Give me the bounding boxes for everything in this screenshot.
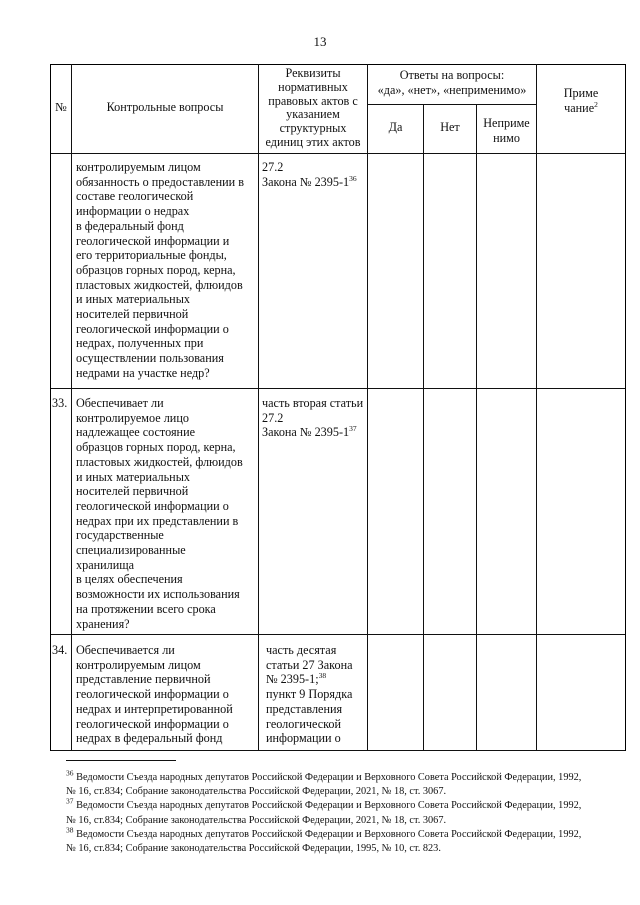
footnote	[66, 796, 614, 827]
table-top-border	[50, 64, 626, 65]
row-requisites	[266, 643, 366, 746]
header-not-applicable: Неприме нимо	[483, 116, 530, 145]
header-answers: Ответы на вопросы: «да», «нет», «неприменимо»	[377, 68, 527, 97]
row-question: Обеспечивает ли контролируемое лицо надлежащее состояние образцов горных пород, керна, пластовых жидкостей, флюидов и иных материальных носителей первичной геологической информации о недрах при их представлении в государственные специализированные хранилища в целях обеспечения возможности их использования на протяжении всего срока хранения?	[76, 396, 243, 631]
answers-divider	[367, 104, 536, 105]
header-bottom-border	[50, 153, 626, 154]
header-requisites: Реквизиты нормативных правовых актов с указанием структурных единиц этих актов	[265, 66, 361, 149]
row-number: 33.	[52, 396, 68, 410]
col-divider-yes	[423, 104, 424, 751]
row-divider	[50, 388, 626, 389]
col-divider-answers	[536, 64, 537, 751]
footnotes	[66, 768, 614, 856]
footnote-text: Ведомости Съезда народных депутатов Российской Федерации и Верховного Совета Российской Федерации, 1992, № 16, ст.834; Собрание законодательства Российской Федерации, 1995, № 10, ст. 823.	[66, 828, 582, 855]
footnote-separator	[66, 760, 176, 761]
row-requisites	[262, 160, 366, 189]
footnote-ref: 37	[349, 424, 357, 434]
col-divider-question	[258, 64, 259, 751]
header-question: Контрольные вопросы	[106, 100, 224, 114]
row-divider	[50, 634, 626, 635]
table-left-border	[50, 64, 51, 751]
header-note-label: Приме чание	[563, 86, 599, 115]
header-no: Нет	[440, 120, 460, 134]
header-number: №	[55, 100, 67, 114]
footnote	[66, 768, 614, 799]
requisites-text: 27.2 Закона № 2395-1	[262, 160, 350, 189]
requisites-text: часть вторая статьи 27.2 Закона № 2395-1	[262, 396, 364, 440]
footnote-text: Ведомости Съезда народных депутатов Российской Федерации и Верховного Совета Российской Федерации, 1992, № 16, ст.834; Собрание законодательства Российской Федерации, 2021, № 18, ст. 3067.	[66, 800, 582, 826]
page-number: 13	[313, 34, 327, 49]
header-note-sup: 2	[594, 99, 598, 109]
row-question: Обеспечивается ли контролируемым лицом представление первичной геологической информации о недрах и интерпретированной геологической информации о недрах в федеральный фонд	[76, 643, 233, 746]
table-right-border	[625, 64, 626, 751]
row-number: 34.	[52, 643, 68, 657]
footnote-text: Ведомости Съезда народных депутатов Российской Федерации и Верховного Совета Российской Федерации, 1992, № 16, ст.834; Собрание законодательства Российской Федерации, 2021, № 18, ст. 3067.	[66, 772, 582, 798]
requisites-text-continued: пункт 9 Порядка представления геологической информации о	[266, 687, 353, 746]
footnote-number: 36	[66, 768, 74, 778]
header-yes: Да	[388, 120, 403, 134]
footnote	[66, 825, 614, 856]
requisites-text: часть десятая статьи 27 Закона № 2395-1;	[266, 643, 353, 687]
table-bottom-border	[50, 750, 626, 751]
footnote-ref: 36	[349, 173, 357, 183]
row-question: контролируемым лицом обязанность о предоставлении в составе геологической информации о недрах в федеральный фонд геологической информации и его территориальные фонды, образцов горных пород, керна, пластовых жидкостей, флюидов и иных материальных носителей первичной геологической информации о недрах, полученных при осуществлении пользования недрами на участке недр?	[76, 160, 244, 380]
footnote-number: 38	[66, 825, 74, 835]
col-divider-requisites	[367, 64, 368, 751]
col-divider-no	[476, 104, 477, 751]
footnote-number: 37	[66, 796, 74, 806]
footnote-ref: 38	[318, 671, 327, 681]
row-requisites	[262, 396, 366, 440]
header-note	[537, 86, 625, 115]
